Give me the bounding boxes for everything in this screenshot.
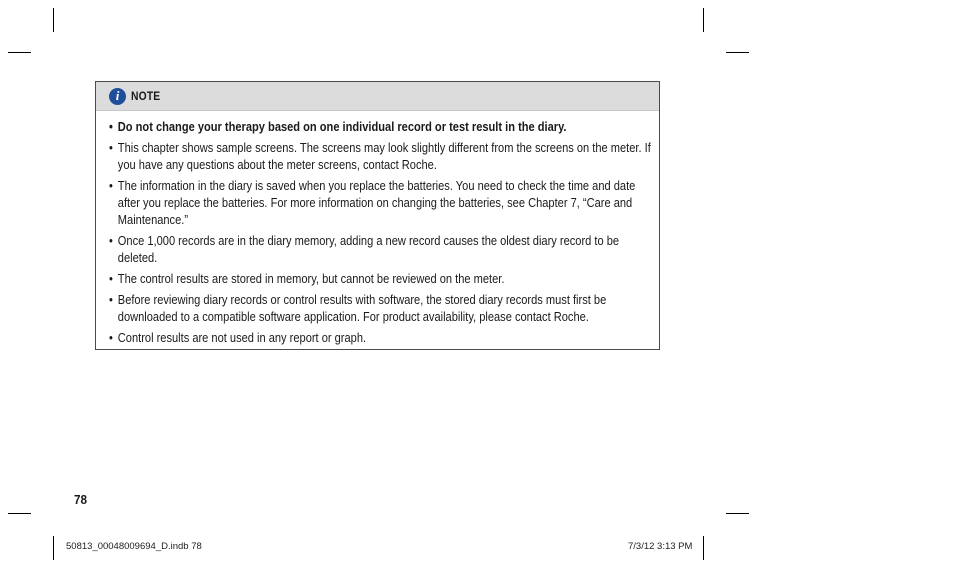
crop-mark-bottom-right-horizontal (726, 513, 749, 514)
note-list (96, 111, 659, 347)
print-slug-file: 50813_00048009694_D.indb 78 (66, 541, 202, 552)
crop-mark-top-left-vertical (53, 8, 54, 32)
crop-mark-bottom-left-horizontal (8, 513, 31, 514)
note-item: • Do not change your therapy based on one individual record or test result in the diary. (109, 119, 655, 136)
crop-mark-top-right-horizontal (726, 52, 749, 53)
note-item: • Before reviewing diary records or control results with software, the stored diary records must first be downloaded to a compatible software application. For product availability, please contact Roche. (109, 292, 655, 326)
print-slug-date: 7/3/12 3:13 PM (628, 541, 693, 552)
crop-mark-top-right-vertical (703, 8, 704, 32)
note-box (95, 81, 660, 350)
crop-mark-bottom-left-vertical (53, 536, 54, 560)
page-number: 78 (74, 492, 88, 507)
note-item: • The control results are stored in memory, but cannot be reviewed on the meter. (109, 271, 655, 288)
info-icon: i (109, 88, 126, 105)
crop-mark-top-left-horizontal (8, 52, 31, 53)
note-item: • Control results are not used in any report or graph. (109, 330, 655, 347)
note-header (96, 82, 659, 111)
note-item: • This chapter shows sample screens. The screens may look slightly different from the screens on the meter. If you have any questions about the meter screens, contact Roche. (109, 140, 655, 174)
note-item: • Once 1,000 records are in the diary memory, adding a new record causes the oldest diary record to be deleted. (109, 233, 655, 267)
crop-mark-bottom-right-vertical (703, 536, 704, 560)
note-item: • The information in the diary is saved when you replace the batteries. You need to check the time and date after you replace the batteries. For more information on changing the batteries, see Chapter 7, “Care and Maintenance.” (109, 178, 655, 229)
note-title: NOTE (131, 89, 161, 103)
